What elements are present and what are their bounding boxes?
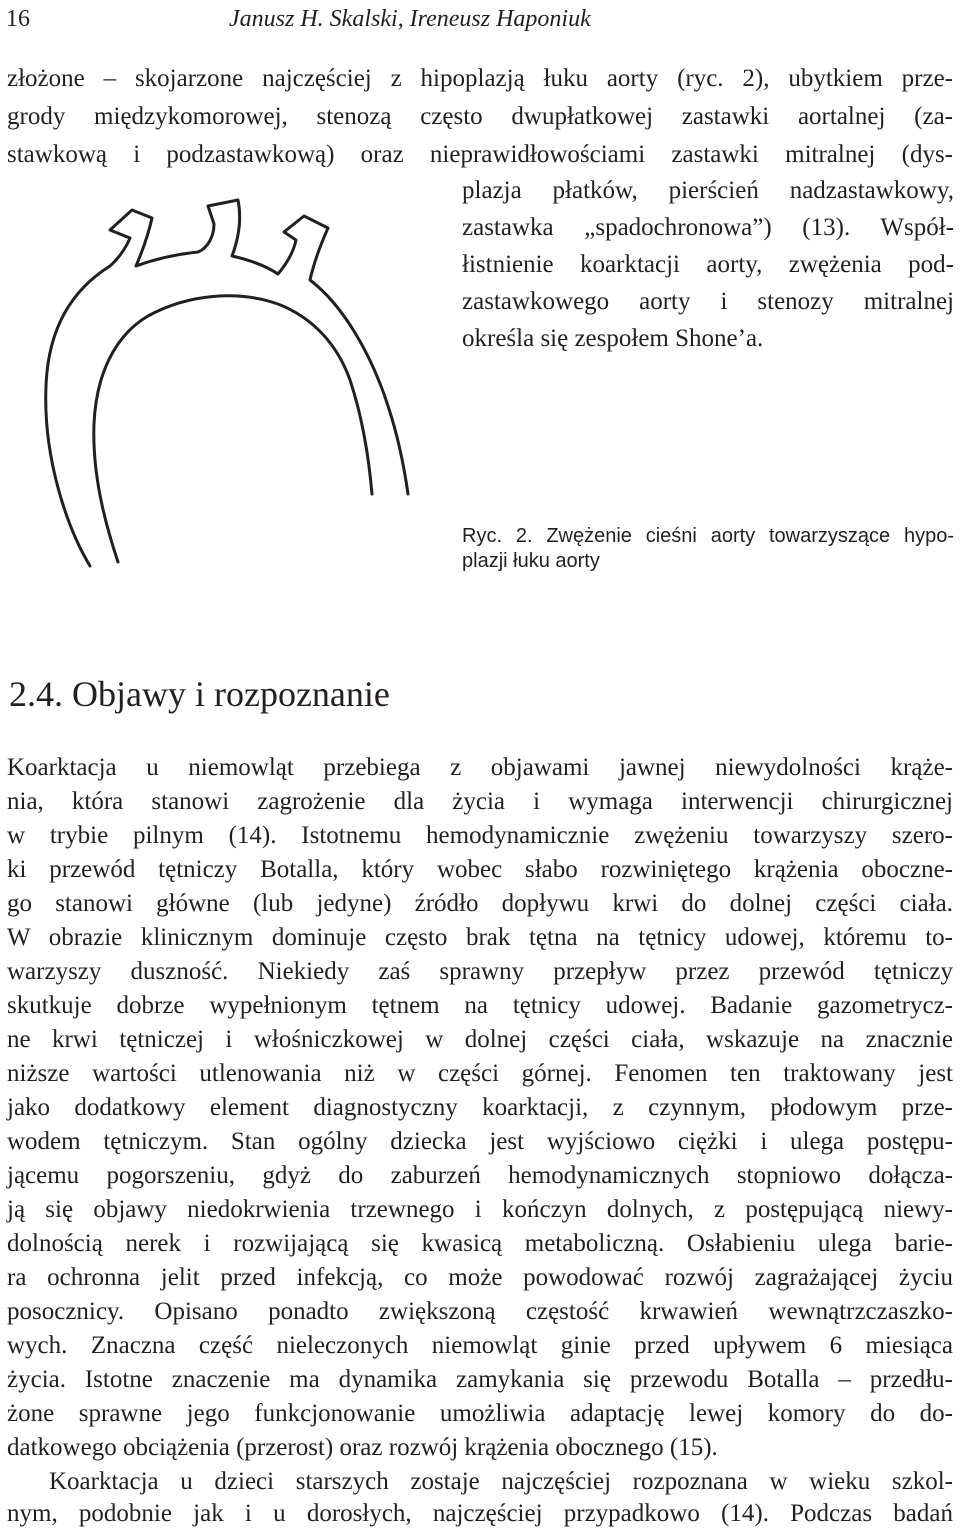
body-line: w trybie pilnym (14). Istotnemu hemodynamicznie zwężeniu towarzyszy szero- [7,822,953,849]
body-line: ne krwi tętniczej i włośniczkowej w dolnej części ciała, wskazuje na znacznie [7,1026,953,1053]
body-line: nia, która stanowi zagrożenie dla życia i wymaga interwencji chirurgicznej [7,788,953,815]
intro-line: zastawkowego aorty i stenozy mitralnej [462,288,954,315]
intro-line: łistnienie koarktacji aorty, zwężenia pod- [462,251,954,278]
body-line: ją się objawy niedokrwienia trzewnego i kończyn dolnych, z postępującą niewy- [7,1196,953,1223]
body-line: warzyszy duszność. Niekiedy zaś sprawny przepływ przez przewód tętniczy [7,958,953,985]
body-line: jako dodatkowy element diagnostyczny koarktacji, z czynnym, płodowym prze- [7,1094,953,1121]
intro-line: grody międzykomorowej, stenozą często dwupłatkowej zastawki aortalnej (za- [7,103,953,130]
figure-caption: plazji łuku aorty [462,550,600,572]
body-line: skutkuje dobrze wypełnionym tętnem na tętnicy udowej. Badanie gazometrycz- [7,992,953,1019]
figure-caption: Ryc. 2. Zwężenie cieśni aorty towarzyszące hypo- [462,525,954,547]
section-heading: 2.4. Objawy i rozpoznanie [9,674,390,714]
body-line: datkowego obciążenia (przerost) oraz rozwój krążenia obocznego (15). [7,1434,718,1461]
body-line: dolnością nerek i rozwijającą się kwasicą metaboliczną. Osłabieniu ulega barie- [7,1230,953,1257]
body-line: Koarktacja u dzieci starszych zostaje najczęściej rozpoznana w wieku szkol- [49,1468,953,1495]
body-line: niższe wartości utlenowania niż w części górnej. Fenomen ten traktowany jest [7,1060,953,1087]
intro-line: zastawka „spadochronowa”) (13). Współ- [462,214,954,241]
intro-line: złożone – skojarzone najczęściej z hipoplazją łuku aorty (ryc. 2), ubytkiem prze- [7,65,953,92]
page-number: 16 [6,6,30,32]
body-line: posocznicy. Opisano ponadto zwiększoną częstość krwawień wewnątrzczaszko- [7,1298,953,1325]
body-line: wych. Znaczna część nieleczonych niemowląt ginie przed upływem 6 miesiąca [7,1332,953,1359]
header-authors: Janusz H. Skalski, Ireneusz Haponiuk [229,6,591,32]
body-line: Koarktacja u niemowląt przebiega z objawami jawnej niewydolności krąże- [7,754,953,781]
intro-line: stawkową i podzastawkową) oraz nieprawidłowościami zastawki mitralnej (dys- [7,141,953,168]
body-line: jącemu pogorszeniu, gdyż do zaburzeń hemodynamicznych stopniowo dołącza- [7,1162,953,1189]
body-line: go stanowi główne (lub jedyne) źródło dopływu krwi do dolnej części ciała. [7,890,953,917]
intro-line: plazja płatków, pierścień nadzastawkowy, [462,177,954,204]
body-line: ra ochronna jelit przed infekcją, co może powodować rozwój zagrażającej życiu [7,1264,953,1291]
body-line: żone sprawne jego funkcjonowanie umożliwia adaptację lewej komory do do- [7,1400,953,1427]
body-line: życia. Istotne znaczenie ma dynamika zamykania się przewodu Botalla – przedłu- [7,1366,953,1393]
aortic-arch-figure [38,196,458,576]
body-line: W obrazie klinicznym dominuje często brak tętna na tętnicy udowej, któremu to- [7,924,953,951]
aorta-inner-contour [94,296,372,562]
body-line: ki przewód tętniczy Botalla, który wobec słabo rozwiniętego krążenia oboczne- [7,856,953,883]
body-line: nym, podobnie jak i u dorosłych, najczęściej przypadkowo (14). Podczas badań [7,1500,953,1527]
intro-line: określa się zespołem Shone’a. [462,325,764,352]
body-line: wodem tętniczym. Stan ogólny dziecka jest wyjściowo ciężki i ulega postępu- [7,1128,953,1155]
running-header [6,2,954,36]
